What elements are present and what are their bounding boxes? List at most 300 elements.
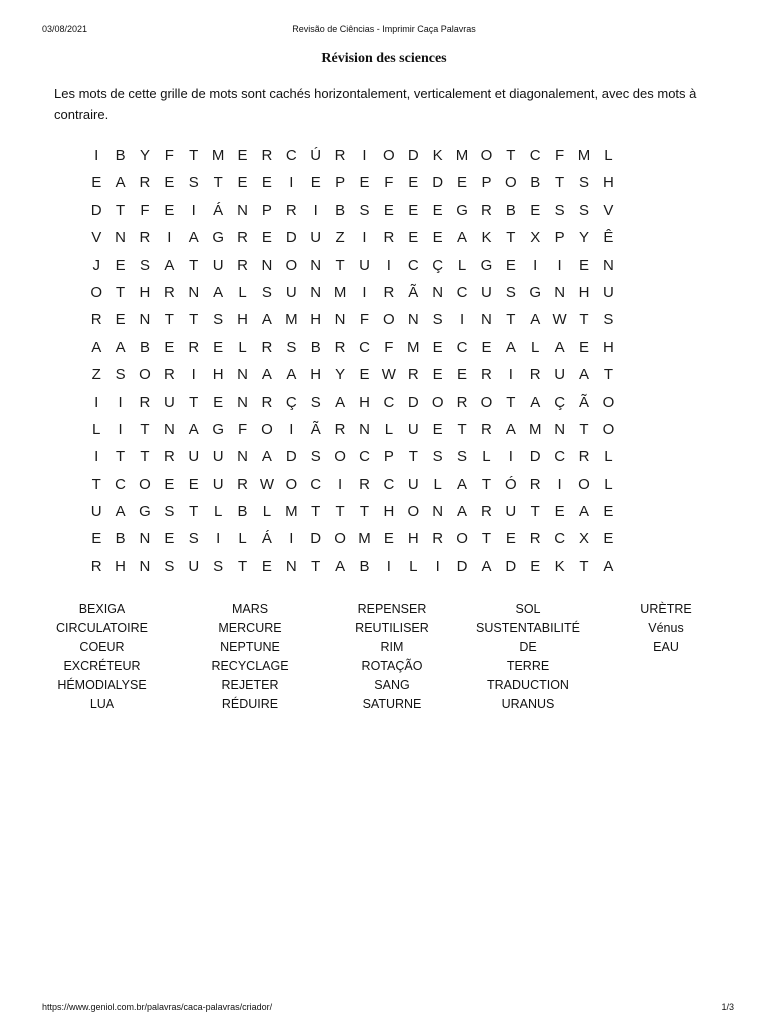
grid-letter: I: [94, 147, 99, 164]
grid-letter: R: [285, 201, 297, 219]
grid-letter: D: [456, 557, 468, 575]
grid-letter: U: [163, 393, 175, 411]
word-column: [473, 602, 583, 717]
word-item: TERRE: [506, 659, 550, 674]
grid-letter: I: [289, 420, 294, 438]
grid-letter: E: [310, 174, 321, 192]
grid-letter: A: [481, 557, 492, 575]
grid-letter: R: [334, 420, 346, 438]
grid-letter: U: [407, 420, 419, 438]
grid-letter: N: [237, 201, 248, 219]
grid-letter: S: [505, 283, 516, 301]
grid-letter: O: [578, 475, 590, 493]
word-item: SATURNE: [362, 697, 422, 712]
grid-letter: O: [334, 448, 346, 466]
grid-letter: Y: [335, 366, 346, 384]
grid-letter: H: [383, 503, 395, 521]
grid-letter: O: [90, 283, 103, 301]
instructions-text: Les mots de cette grille de mots sont cachés horizontalement, verticalement et diagonalement, avec des mots à contraire.: [54, 86, 697, 122]
grid-letter: N: [602, 256, 614, 274]
grid-letter: E: [408, 174, 419, 192]
grid-letter: I: [118, 393, 123, 411]
word-item: RECYCLAGE: [211, 659, 289, 674]
word-item: URANUS: [501, 697, 555, 712]
grid-letter: B: [530, 174, 541, 192]
grid-letter: L: [457, 256, 467, 274]
word-item: SANG: [374, 678, 410, 693]
grid-letter: B: [139, 338, 150, 356]
grid-letter: R: [163, 283, 175, 301]
word-item: ROTAÇÃO: [361, 659, 423, 674]
grid-letter: E: [91, 530, 102, 548]
grid-row: [84, 202, 621, 229]
grid-letter: E: [237, 147, 248, 164]
grid-letter: T: [335, 503, 345, 521]
grid-letter: R: [529, 475, 541, 493]
grid-row: [84, 147, 621, 174]
grid-letter: I: [289, 174, 294, 192]
grid-letter: R: [578, 448, 590, 466]
grid-letter: E: [554, 503, 565, 521]
grid-letter: E: [603, 503, 614, 521]
grid-letter: R: [407, 366, 419, 384]
grid-letter: A: [457, 229, 468, 247]
grid-letter: E: [603, 530, 614, 548]
word-item: SUSTENTABILITÉ: [476, 621, 580, 636]
grid-letter: W: [259, 475, 275, 493]
grid-letter: Y: [579, 229, 590, 247]
grid-letter: G: [456, 201, 468, 219]
grid-letter: E: [505, 530, 516, 548]
grid-letter: A: [554, 338, 565, 356]
grid-letter: U: [188, 448, 200, 466]
grid-letter: A: [505, 420, 516, 438]
grid-letter: D: [529, 448, 541, 466]
grid-letter: T: [579, 557, 589, 575]
grid-letter: R: [139, 229, 151, 247]
grid-letter: S: [188, 174, 199, 192]
grid-letter: L: [433, 475, 442, 493]
grid-letter: T: [335, 256, 345, 274]
grid-letter: N: [261, 256, 273, 274]
grid-letter: Ç: [554, 393, 566, 411]
grid-letter: E: [213, 393, 224, 411]
grid-letter: E: [481, 338, 492, 356]
grid-letter: Ó: [505, 475, 517, 493]
grid-letter: T: [91, 475, 101, 493]
grid-letter: I: [508, 366, 513, 384]
grid-letter: M: [577, 147, 591, 164]
word-column: [611, 602, 721, 659]
grid-letter: O: [602, 420, 615, 438]
word-item: BEXIGA: [78, 602, 126, 616]
grid-letter: D: [285, 229, 297, 247]
grid-letter: Ç: [285, 393, 297, 411]
grid-letter: H: [310, 366, 322, 384]
grid-letter: U: [310, 229, 322, 247]
grid-letter: R: [529, 530, 541, 548]
grid-letter: C: [310, 475, 322, 493]
grid-letter: T: [189, 393, 199, 411]
grid-letter: I: [533, 256, 538, 274]
grid-letter: S: [115, 366, 126, 384]
grid-letter: E: [530, 201, 541, 219]
grid-letter: R: [261, 338, 273, 356]
grid-letter: U: [212, 475, 224, 493]
grid-letter: D: [505, 557, 517, 575]
grid-letter: Ã: [408, 283, 419, 301]
word-item: MARS: [231, 602, 269, 616]
grid-letter: R: [456, 393, 468, 411]
grid-letter: R: [359, 475, 370, 493]
grid-letter: S: [213, 311, 224, 329]
grid-letter: R: [163, 448, 175, 466]
grid-letter: A: [579, 366, 590, 384]
grid-letter: E: [457, 174, 468, 192]
grid-letter: I: [362, 283, 367, 301]
grid-row: [84, 558, 621, 585]
word-item: EXCRÉTEUR: [63, 659, 141, 674]
grid-letter: R: [529, 366, 541, 384]
grid-letter: N: [237, 366, 248, 384]
word-item: Vénus: [648, 621, 684, 636]
grid-letter: R: [432, 530, 444, 548]
print-document-title: Revisão de Ciências - Imprimir Caça Palavras: [292, 24, 476, 34]
grid-letter: H: [602, 174, 614, 192]
grid-letter: L: [238, 530, 247, 548]
word-search-grid: [84, 147, 621, 585]
grid-letter: A: [530, 311, 541, 329]
grid-letter: I: [362, 147, 367, 164]
grid-letter: C: [359, 448, 370, 466]
grid-letter: T: [189, 256, 199, 274]
grid-letter: S: [261, 283, 272, 301]
grid-letter: N: [359, 420, 370, 438]
grid-letter: E: [359, 174, 370, 192]
grid-letter: F: [384, 338, 394, 356]
grid-letter: R: [481, 366, 492, 384]
grid-letter: W: [381, 366, 396, 384]
grid-letter: G: [480, 256, 493, 274]
grid-letter: U: [212, 256, 224, 274]
grid-letter: H: [212, 366, 224, 384]
grid-letter: I: [557, 475, 562, 493]
grid-letter: N: [139, 311, 151, 329]
grid-letter: Z: [91, 366, 101, 384]
word-list: [42, 602, 742, 722]
grid-letter: D: [310, 530, 322, 548]
grid-letter: N: [139, 557, 151, 575]
grid-row: [84, 394, 621, 421]
grid-letter: T: [116, 283, 126, 301]
grid-letter: I: [167, 229, 172, 247]
grid-letter: C: [554, 448, 566, 466]
grid-letter: E: [237, 174, 248, 192]
grid-letter: K: [432, 147, 443, 164]
grid-letter: T: [311, 503, 321, 521]
grid-letter: K: [481, 229, 492, 247]
grid-letter: Ã: [579, 393, 590, 411]
grid-letter: M: [285, 311, 298, 329]
grid-letter: R: [481, 503, 492, 521]
grid-letter: S: [188, 530, 199, 548]
grid-letter: E: [432, 338, 443, 356]
grid-row: [84, 257, 621, 284]
grid-letter: I: [191, 201, 196, 219]
grid-letter: R: [481, 201, 492, 219]
grid-letter: I: [191, 366, 196, 384]
grid-letter: O: [383, 147, 395, 164]
grid-letter: Ã: [310, 420, 321, 438]
grid-letter: N: [188, 283, 200, 301]
grid-letter: S: [286, 338, 297, 356]
grid-letter: T: [359, 503, 370, 521]
grid-letter: A: [603, 557, 614, 575]
grid-letter: G: [529, 283, 542, 301]
grid-letter: M: [285, 503, 298, 521]
grid-letter: R: [163, 366, 175, 384]
grid-letter: R: [334, 338, 346, 356]
grid-letter: T: [506, 311, 516, 329]
grid-letter: T: [506, 393, 516, 411]
grid-letter: G: [212, 229, 224, 247]
grid-letter: E: [457, 366, 468, 384]
grid-letter: S: [310, 448, 321, 466]
grid-letter: H: [310, 311, 322, 329]
grid-letter: P: [554, 229, 565, 247]
grid-letter: E: [261, 174, 272, 192]
grid-letter: M: [455, 147, 469, 164]
grid-letter: E: [91, 174, 102, 192]
grid-letter: R: [237, 256, 248, 274]
grid-letter: E: [383, 530, 394, 548]
word-column: [195, 602, 305, 717]
grid-letter: S: [579, 201, 590, 219]
grid-letter: A: [261, 311, 272, 329]
grid-letter: O: [456, 530, 468, 548]
grid-letter: L: [213, 503, 223, 521]
grid-letter: S: [164, 557, 175, 575]
grid-letter: S: [310, 393, 321, 411]
grid-letter: T: [164, 311, 174, 329]
grid-letter: C: [554, 530, 566, 548]
grid-letter: I: [386, 256, 391, 274]
grid-letter: N: [432, 503, 444, 521]
grid-row: [84, 174, 621, 201]
grid-letter: U: [90, 503, 102, 521]
grid-letter: I: [557, 256, 562, 274]
grid-letter: G: [212, 420, 224, 438]
grid-letter: R: [237, 229, 248, 247]
grid-letter: N: [334, 311, 346, 329]
word-item: RÉDUIRE: [221, 697, 279, 712]
grid-letter: Á: [213, 201, 224, 219]
grid-letter: P: [261, 201, 272, 219]
grid-letter: N: [237, 448, 248, 466]
grid-letter: N: [139, 530, 151, 548]
grid-letter: Ç: [432, 256, 444, 274]
grid-row: [84, 421, 621, 448]
grid-letter: A: [115, 503, 126, 521]
word-item: EAU: [653, 640, 679, 655]
grid-row: [84, 311, 621, 338]
grid-letter: V: [603, 201, 614, 219]
grid-letter: T: [116, 448, 126, 466]
grid-letter: T: [237, 557, 248, 575]
grid-letter: Ê: [603, 229, 614, 247]
word-item: NEPTUNE: [220, 640, 280, 655]
grid-row: [84, 476, 621, 503]
grid-letter: F: [359, 311, 370, 329]
grid-letter: L: [409, 557, 418, 575]
grid-letter: L: [604, 147, 613, 164]
grid-letter: P: [481, 174, 492, 192]
grid-letter: P: [335, 174, 346, 192]
grid-letter: G: [139, 503, 151, 521]
grid-letter: E: [164, 530, 175, 548]
grid-letter: C: [383, 475, 395, 493]
grid-letter: X: [579, 530, 590, 548]
grid-letter: M: [211, 147, 225, 164]
grid-letter: F: [555, 147, 565, 164]
grid-letter: C: [285, 147, 297, 164]
grid-letter: H: [139, 283, 151, 301]
grid-letter: L: [604, 448, 613, 466]
word-item: RIM: [380, 640, 404, 655]
grid-letter: E: [432, 366, 443, 384]
grid-letter: Y: [139, 147, 150, 164]
page-title: Révision des sciences: [321, 51, 447, 66]
grid-letter: R: [481, 420, 492, 438]
grid-letter: E: [408, 229, 419, 247]
grid-letter: N: [115, 229, 126, 247]
grid-letter: B: [505, 201, 516, 219]
grid-letter: C: [407, 256, 419, 274]
grid-letter: H: [359, 393, 370, 411]
grid-letter: T: [555, 174, 565, 192]
grid-letter: E: [115, 311, 126, 329]
grid-letter: B: [237, 503, 248, 521]
grid-letter: O: [407, 503, 420, 521]
grid-letter: N: [407, 311, 419, 329]
grid-letter: C: [115, 475, 126, 493]
grid-letter: R: [139, 174, 151, 192]
grid-letter: R: [237, 475, 248, 493]
grid-letter: F: [140, 201, 150, 219]
grid-letter: S: [213, 557, 224, 575]
grid-letter: D: [432, 174, 444, 192]
grid-letter: Á: [261, 530, 272, 548]
grid-letter: T: [189, 311, 199, 329]
grid-letter: A: [530, 393, 541, 411]
grid-row: [84, 284, 621, 311]
grid-letter: D: [407, 393, 419, 411]
grid-letter: P: [383, 448, 394, 466]
word-item: URÈTRE: [640, 602, 692, 616]
grid-row: [84, 448, 621, 475]
grid-letter: A: [335, 393, 346, 411]
grid-letter: S: [457, 448, 468, 466]
grid-letter: I: [386, 557, 391, 575]
print-date: 03/08/2021: [42, 24, 88, 34]
grid-letter: E: [115, 256, 126, 274]
grid-letter: E: [261, 229, 272, 247]
page-number: 1/3: [721, 1002, 734, 1012]
grid-letter: L: [238, 338, 247, 356]
grid-letter: N: [285, 557, 297, 575]
grid-letter: E: [408, 201, 419, 219]
grid-letter: E: [579, 338, 590, 356]
grid-letter: A: [261, 366, 272, 384]
grid-row: [84, 229, 621, 256]
grid-letter: R: [383, 229, 395, 247]
grid-letter: S: [554, 201, 565, 219]
grid-letter: L: [262, 503, 272, 521]
grid-letter: N: [310, 256, 322, 274]
grid-letter: T: [457, 420, 467, 438]
grid-letter: T: [189, 503, 199, 521]
grid-letter: I: [313, 201, 318, 219]
grid-letter: T: [603, 366, 613, 384]
grid-letter: I: [289, 530, 294, 548]
word-item: REUTILISER: [355, 621, 429, 636]
grid-letter: I: [216, 530, 221, 548]
grid-letter: R: [139, 393, 151, 411]
grid-letter: E: [188, 475, 199, 493]
word-item: MERCURE: [218, 621, 282, 636]
grid-letter: O: [139, 366, 151, 384]
grid-letter: R: [188, 338, 200, 356]
grid-letter: B: [115, 147, 126, 164]
word-column: [337, 602, 447, 717]
grid-letter: N: [481, 311, 492, 329]
word-item: DE: [519, 640, 537, 655]
grid-letter: M: [528, 420, 542, 438]
grid-letter: E: [432, 229, 443, 247]
grid-letter: E: [383, 201, 394, 219]
grid-letter: E: [432, 201, 443, 219]
grid-letter: T: [408, 448, 418, 466]
grid-letter: W: [552, 311, 567, 329]
grid-letter: A: [213, 283, 224, 301]
grid-letter: M: [358, 530, 371, 548]
grid-letter: E: [432, 420, 443, 438]
grid-letter: B: [310, 338, 321, 356]
grid-letter: T: [579, 420, 589, 438]
grid-letter: N: [310, 283, 322, 301]
grid-letter: R: [261, 147, 273, 164]
grid-letter: B: [359, 557, 370, 575]
source-url[interactable]: https://www.geniol.com.br/palavras/caca-palavras/criador/: [42, 1002, 273, 1012]
grid-letter: T: [140, 448, 150, 466]
grid-letter: U: [285, 283, 297, 301]
grid-letter: E: [164, 338, 175, 356]
grid-letter: U: [359, 256, 370, 274]
grid-letter: C: [529, 147, 541, 164]
grid-letter: M: [407, 338, 420, 356]
grid-letter: O: [334, 530, 346, 548]
grid-letter: R: [90, 557, 102, 575]
grid-letter: I: [508, 448, 513, 466]
grid-letter: Z: [335, 229, 345, 247]
grid-row: [84, 366, 621, 393]
grid-letter: O: [261, 420, 273, 438]
grid-letter: T: [506, 147, 516, 164]
grid-letter: O: [505, 174, 517, 192]
grid-letter: S: [139, 256, 150, 274]
grid-letter: S: [432, 448, 443, 466]
grid-letter: A: [115, 338, 126, 356]
